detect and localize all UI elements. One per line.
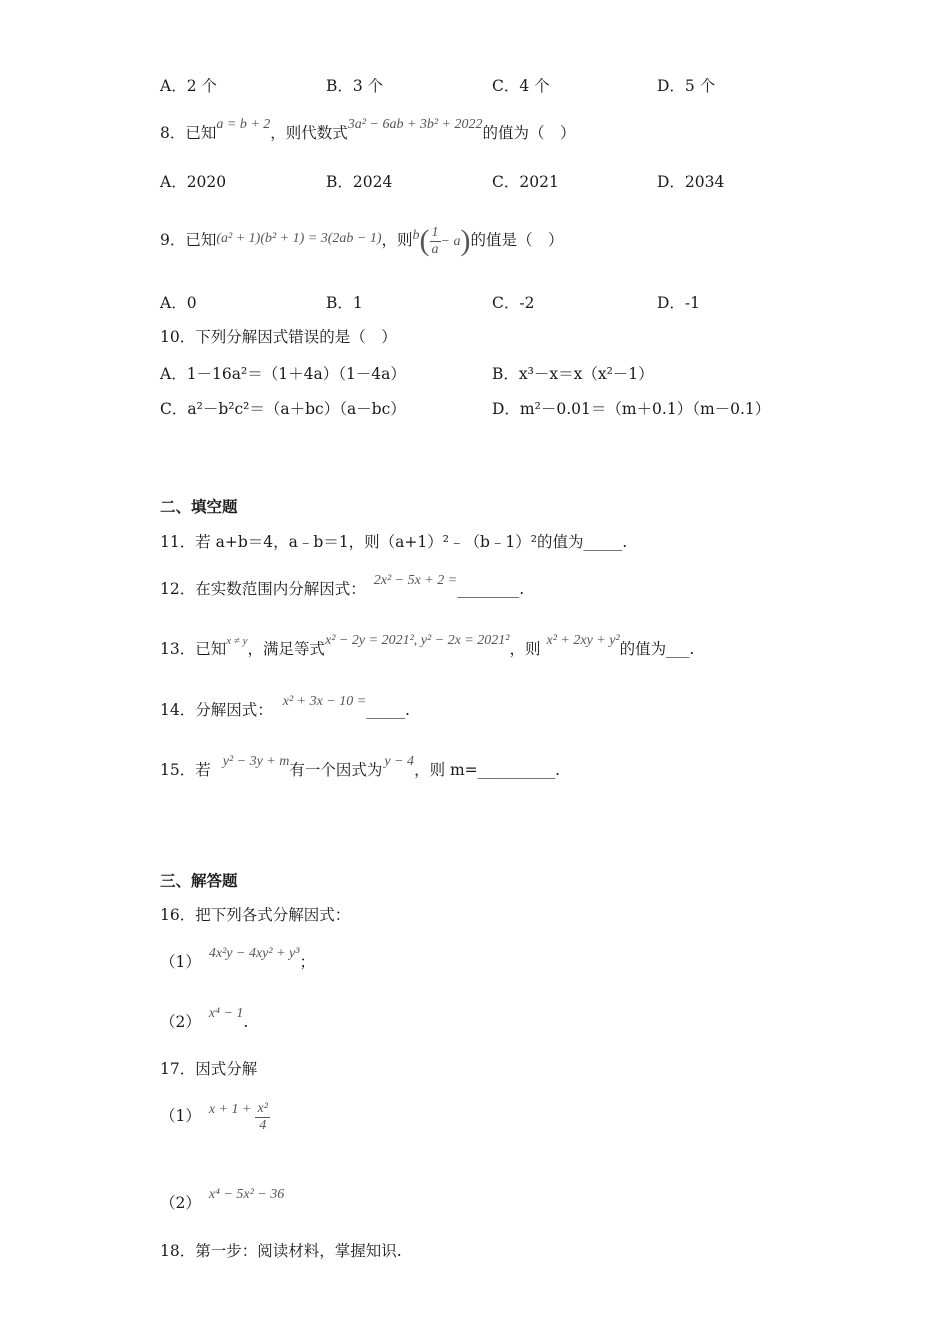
q17-part-1-fraction <box>255 1101 269 1134</box>
q16-stem: 16．把下列各式分解因式： <box>160 906 351 924</box>
q9-fraction <box>430 225 441 258</box>
q8-suffix: 的值为（ ） <box>482 124 576 142</box>
q7-option-a: A．2 个 <box>160 77 217 95</box>
q13-expression-math: x² + 2xy + y² <box>546 633 620 648</box>
q9-close-paren: ) <box>460 224 471 257</box>
q9-prefix: 9．已知 <box>160 231 217 249</box>
q8-middle: ，则代数式 <box>270 124 348 142</box>
q9-tail-math: − a <box>440 234 461 249</box>
q9-option-d: D．-1 <box>657 294 701 312</box>
q17-part-1-label: （1） <box>160 1107 201 1125</box>
q13-middle2: ，则 <box>509 640 541 658</box>
q10-option-a: A．1－16a²＝（1＋4a）（1－4a） <box>160 365 406 383</box>
q13-equation-math: x² − 2y = 2021², y² − 2x = 2021² <box>325 633 510 648</box>
q8-prefix: 8．已知 <box>160 124 217 142</box>
q17-stem: 17．因式分解 <box>160 1060 258 1078</box>
q14-prefix: 14．分解因式： <box>160 701 273 719</box>
q9-option-b: B．1 <box>326 294 363 312</box>
q17-part-1 <box>160 1096 270 1138</box>
q16-part-2-end: . <box>243 1013 249 1031</box>
q8-option-c: C．2021 <box>492 173 559 191</box>
q17-part-2-math: x⁴ − 5x² − 36 <box>208 1187 285 1202</box>
q18-stem: 18．第一步：阅读材料，掌握知识. <box>160 1242 402 1260</box>
q13-suffix: 的值为___. <box>619 640 695 658</box>
question-8 <box>160 117 576 145</box>
q15-polynomial-math: y² − 3y + m <box>222 754 290 769</box>
q15-suffix: ，则 m=__________. <box>414 761 561 779</box>
q9-suffix: 的值是（ ） <box>470 231 564 249</box>
q7-option-b: B．3 个 <box>326 77 384 95</box>
q17-fraction-numerator: x² <box>257 1100 268 1116</box>
question-13 <box>160 633 695 661</box>
q15-prefix: 15．若 <box>160 761 211 779</box>
q17-part-2-label: （2） <box>160 1194 201 1212</box>
q10-option-d: D．m²－0.01＝（m＋0.1）（m－0.1） <box>492 400 771 418</box>
q16-part-2-label: （2） <box>160 1013 201 1031</box>
q8-condition-math: a = b + 2 <box>216 117 271 132</box>
q8-option-a: A．2020 <box>160 173 227 191</box>
q8-option-d: D．2034 <box>657 173 725 191</box>
q17-part-2 <box>160 1187 285 1215</box>
q15-middle: 有一个因式为 <box>289 761 383 779</box>
q17-fraction-denominator: 4 <box>259 1117 267 1133</box>
q13-prefix: 13．已知 <box>160 640 227 658</box>
q17-part-1-math: x + 1 + <box>208 1102 252 1117</box>
q7-option-c: C．4 个 <box>492 77 550 95</box>
q10-option-c: C．a²－b²c²＝（a＋bc）（a－bc） <box>160 400 406 418</box>
section-answer-title: 三、解答题 <box>160 871 238 890</box>
q9-b-math: b <box>412 228 420 243</box>
q7-option-d: D．5 个 <box>657 77 716 95</box>
q8-expression-math: 3a² − 6ab + 3b² + 2022 <box>347 117 483 132</box>
q16-part-1-end: ； <box>299 953 315 971</box>
q12-math: 2x² − 5x + 2 = <box>373 573 458 588</box>
q16-part-1-math: 4x²y − 4xy² + y³ <box>208 946 300 961</box>
section-fill-in-title: 二、填空题 <box>160 497 238 516</box>
q12-blank: ________. <box>457 580 525 598</box>
q10-option-b: B．x³－x＝x（x²－1） <box>492 365 654 383</box>
q8-option-b: B．2024 <box>326 173 393 191</box>
q10-stem: 10．下列分解因式错误的是（ ） <box>160 328 397 346</box>
q15-factor-math: y − 4 <box>384 754 415 769</box>
question-11: 11．若 a+b＝4，a﹣b＝1，则（a+1）²﹣（b﹣1）²的值为_____. <box>160 533 628 551</box>
q9-fraction-denominator: a <box>431 241 439 257</box>
q13-condition-math: x ≠ y <box>226 635 248 647</box>
q16-part-1-label: （1） <box>160 953 201 971</box>
q9-option-a: A．0 <box>160 294 197 312</box>
q14-math: x² + 3x − 10 = <box>282 694 367 709</box>
question-12 <box>160 573 525 601</box>
q9-option-c: C．-2 <box>492 294 535 312</box>
q9-middle: ，则 <box>381 231 413 249</box>
question-14 <box>160 694 410 722</box>
q14-blank: _____. <box>366 701 410 719</box>
q13-middle: ，满足等式 <box>247 640 326 658</box>
q16-part-2-math: x⁴ − 1 <box>208 1006 244 1021</box>
q9-fraction-numerator: 1 <box>431 224 439 240</box>
q16-part-2 <box>160 1006 249 1034</box>
q12-prefix: 12．在实数范围内分解因式： <box>160 580 366 598</box>
q9-condition-math: (a² + 1)(b² + 1) = 3(2ab − 1) <box>216 231 382 246</box>
q16-part-1 <box>160 946 315 974</box>
question-15 <box>160 754 561 782</box>
question-9 <box>160 220 564 262</box>
q9-open-paren: ( <box>419 224 430 257</box>
